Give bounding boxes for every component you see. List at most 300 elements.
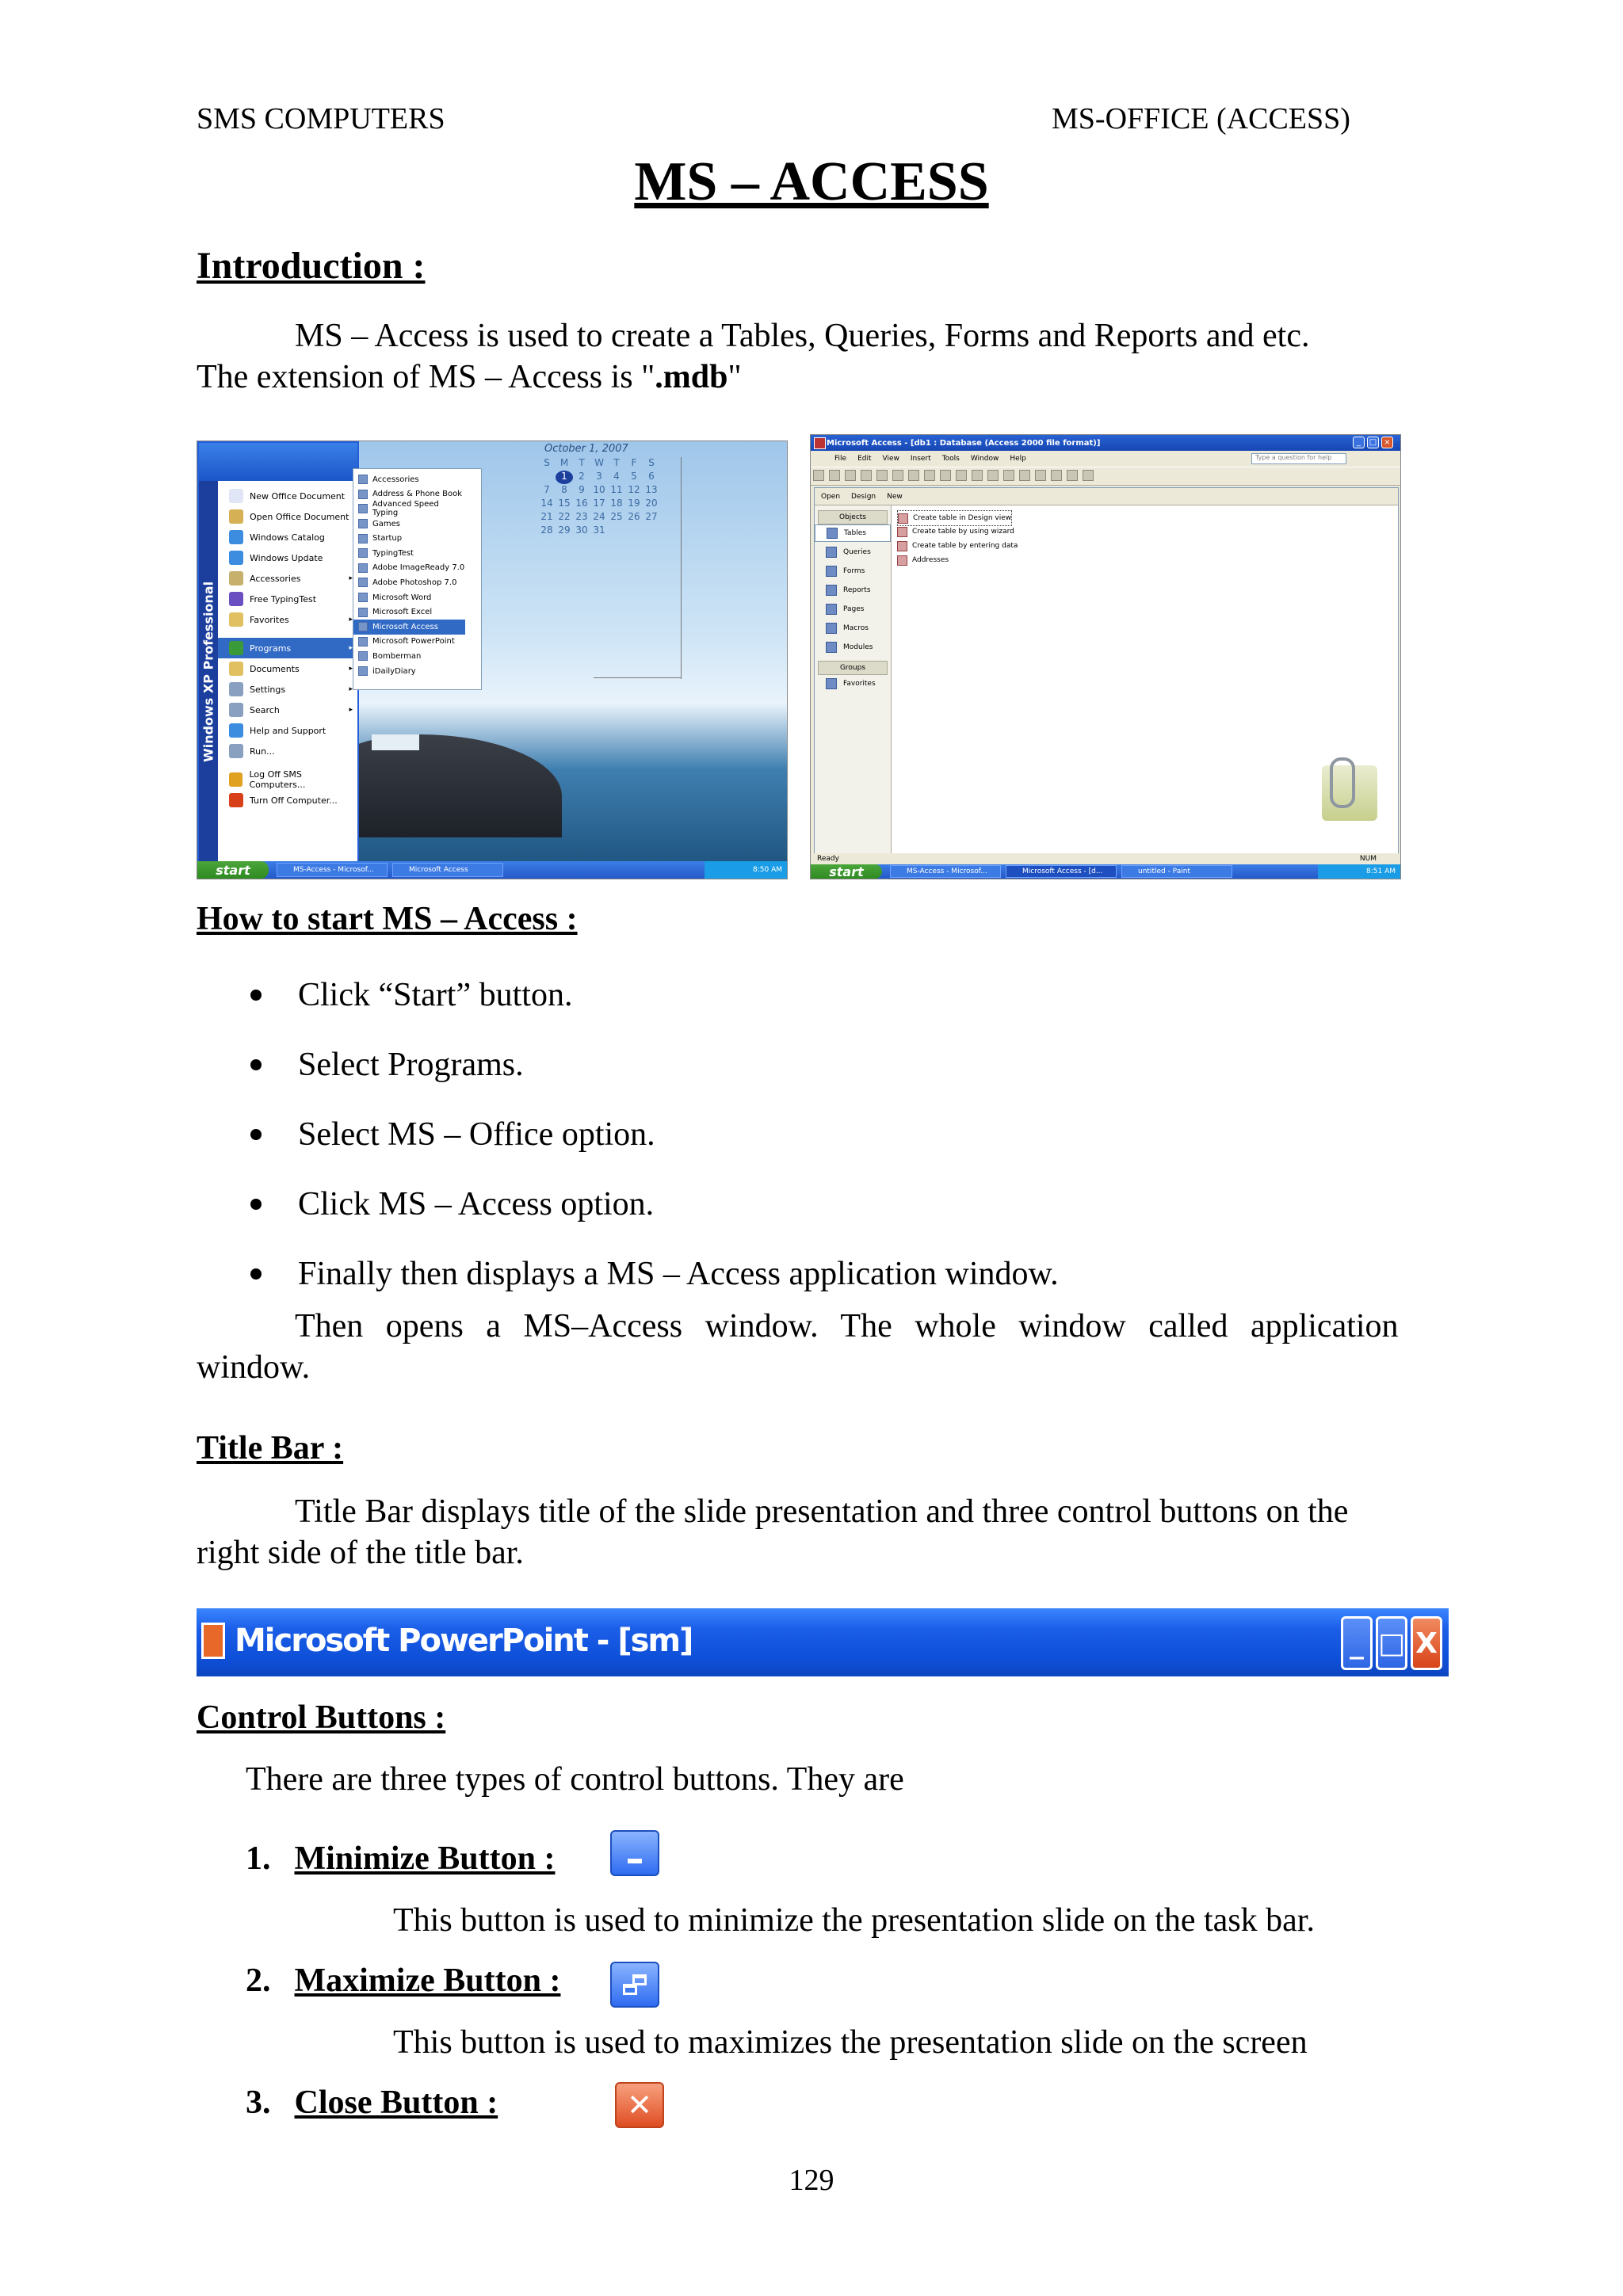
submenu-arrow-column bbox=[465, 468, 482, 690]
access-close-button[interactable]: × bbox=[1381, 437, 1393, 448]
item-2-number: 2. bbox=[246, 1962, 271, 1999]
calendar-cell[interactable]: 24 bbox=[593, 511, 605, 522]
access-status-bar bbox=[811, 853, 1400, 864]
step-1-text: Click “Start” button. bbox=[298, 977, 573, 1013]
start-menu-item-icon bbox=[229, 662, 243, 676]
program-label: Adobe ImageReady 7.0 bbox=[372, 563, 465, 573]
calendar-cell[interactable]: 31 bbox=[593, 524, 605, 536]
program-label: Microsoft Word bbox=[372, 593, 432, 602]
programs-submenu-item[interactable] bbox=[353, 531, 466, 546]
properties-icon[interactable] bbox=[1035, 470, 1046, 481]
calendar-cell[interactable]: 14 bbox=[540, 498, 553, 509]
taskbar bbox=[197, 861, 787, 879]
start-menu-item-icon bbox=[229, 682, 243, 696]
calendar-title: October 1, 2007 bbox=[544, 443, 628, 455]
access-app-icon bbox=[814, 437, 826, 449]
analyze-icon[interactable] bbox=[1003, 470, 1014, 481]
programs-submenu-item[interactable] bbox=[353, 517, 466, 532]
objects-item-label: Macros bbox=[843, 624, 869, 632]
programs-submenu-item[interactable] bbox=[353, 502, 466, 517]
start-menu-item-label: Run... bbox=[250, 746, 275, 757]
program-label: Microsoft Excel bbox=[372, 608, 433, 617]
objects-item-label: Queries bbox=[843, 548, 871, 556]
app-para-line-1 bbox=[197, 1306, 1425, 1347]
status-ready: Ready bbox=[817, 855, 839, 863]
powerpoint-title-bar bbox=[197, 1608, 1449, 1676]
object-icon bbox=[826, 566, 837, 577]
objects-bar bbox=[815, 505, 892, 854]
windows-xp-banner: Windows XP Professional bbox=[199, 481, 218, 863]
objects-item[interactable] bbox=[815, 620, 891, 637]
start-menu-item-icon bbox=[229, 641, 243, 655]
start-menu-item-icon bbox=[229, 744, 243, 758]
start-menu-item-icon bbox=[229, 793, 243, 807]
pp-close-button[interactable]: X bbox=[1411, 1616, 1442, 1670]
powerpoint-app-icon bbox=[201, 1623, 225, 1659]
calendar-cell[interactable]: 8 bbox=[561, 484, 567, 495]
open-icon[interactable] bbox=[829, 470, 840, 481]
objects-item-label: Tables bbox=[844, 529, 866, 537]
taskbar-clock: 8:50 AM bbox=[705, 861, 787, 879]
program-label: Games bbox=[372, 519, 400, 528]
db-toolbar-button[interactable]: Open bbox=[821, 492, 841, 501]
taskbar-2 bbox=[811, 864, 1400, 879]
start-menu-item-icon bbox=[229, 592, 243, 606]
item-3-number: 3. bbox=[246, 2084, 271, 2121]
step-1 bbox=[247, 976, 572, 1014]
calendar-row bbox=[538, 484, 665, 498]
pp-minimize-button[interactable]: _ bbox=[1341, 1616, 1373, 1670]
groups-item-favorites[interactable] bbox=[815, 675, 891, 692]
taskbar2-button-1[interactable]: MS-Access - Microsof... bbox=[890, 865, 1001, 878]
program-icon bbox=[358, 608, 368, 617]
table-list-item[interactable] bbox=[897, 539, 1018, 553]
objects-item[interactable] bbox=[815, 582, 891, 599]
table-list bbox=[897, 510, 1135, 574]
calendar-cell[interactable]: 23 bbox=[575, 511, 588, 522]
app-para-line-2: window. bbox=[197, 1349, 311, 1386]
calendar-cell[interactable]: 9 bbox=[579, 484, 585, 495]
start-menu-item-label: Accessories bbox=[250, 573, 301, 584]
bullet bbox=[250, 1199, 262, 1210]
start-menu-item-icon bbox=[229, 772, 242, 787]
database-toolbar bbox=[815, 488, 1398, 505]
copy-icon[interactable] bbox=[940, 470, 951, 481]
pp-maximize-button[interactable]: □ bbox=[1376, 1616, 1407, 1670]
programs-submenu-item[interactable] bbox=[353, 649, 466, 664]
program-label: Microsoft Access bbox=[372, 622, 438, 631]
table-list-item[interactable] bbox=[897, 510, 1012, 526]
start-menu-item[interactable] bbox=[218, 769, 357, 790]
search-icon[interactable] bbox=[861, 470, 872, 481]
start-menu-item-label: Help and Support bbox=[250, 725, 327, 736]
start-menu-item-label: New Office Document bbox=[250, 490, 346, 502]
calendar-cell[interactable]: 10 bbox=[593, 484, 605, 495]
calendar-cell[interactable]: 17 bbox=[593, 498, 605, 509]
programs-submenu bbox=[353, 468, 467, 690]
calendar-cell[interactable]: M bbox=[559, 457, 569, 468]
save-icon[interactable] bbox=[845, 470, 856, 481]
access-minimize-button[interactable]: _ bbox=[1353, 437, 1365, 448]
start-menu-item-label: Documents bbox=[250, 663, 300, 674]
calendar-row bbox=[538, 471, 665, 484]
programs-submenu-item[interactable] bbox=[353, 472, 466, 487]
chevron-right-icon: ▸ bbox=[349, 665, 353, 673]
start-menu-item-label: Log Off SMS Computers... bbox=[249, 769, 306, 790]
calendar-cell[interactable]: W bbox=[594, 457, 604, 468]
objects-item-label: Pages bbox=[843, 605, 865, 613]
step-3 bbox=[247, 1116, 655, 1154]
start-menu-item[interactable] bbox=[218, 568, 357, 589]
intro-line-2 bbox=[197, 357, 1425, 398]
calendar-cell[interactable] bbox=[643, 524, 660, 538]
calendar-divider bbox=[681, 457, 682, 679]
program-icon bbox=[358, 534, 368, 543]
object-icon bbox=[827, 528, 838, 539]
start-menu-item[interactable] bbox=[218, 741, 357, 761]
maximize-label: Maximize Button : bbox=[294, 1962, 561, 1999]
close-label: Close Button : bbox=[294, 2084, 498, 2121]
start-menu bbox=[197, 441, 359, 864]
programs-submenu-items bbox=[353, 469, 466, 689]
calendar-cell[interactable]: 3 bbox=[596, 471, 602, 482]
step-4-text: Click MS – Access option. bbox=[298, 1186, 655, 1222]
spelling-icon[interactable] bbox=[908, 470, 919, 481]
menu-item[interactable]: Edit bbox=[857, 455, 872, 463]
start-menu-item-label: Windows Update bbox=[250, 552, 323, 563]
programs-submenu-item[interactable] bbox=[353, 575, 466, 590]
new-icon[interactable] bbox=[813, 470, 824, 481]
object-icon bbox=[826, 604, 837, 615]
objects-item[interactable] bbox=[815, 601, 891, 618]
database-window bbox=[814, 487, 1399, 855]
start-menu-item-label: Programs bbox=[250, 643, 292, 654]
programs-submenu-item[interactable] bbox=[353, 546, 466, 561]
calendar-cell[interactable]: 30 bbox=[575, 524, 588, 536]
step-5-text: Finally then displays a MS – Access application window. bbox=[298, 1256, 1059, 1292]
bullet bbox=[250, 990, 262, 1001]
maximize-description: This button is used to maximizes the presentation slide on the screen bbox=[393, 2024, 1308, 2061]
objects-item-label: Forms bbox=[843, 567, 865, 575]
intro-line-2-prefix: The extension of MS – Access is " bbox=[197, 359, 655, 395]
favorites-icon bbox=[826, 678, 837, 689]
objects-item[interactable] bbox=[815, 543, 891, 561]
object-icon bbox=[826, 585, 837, 596]
intro-line-1 bbox=[197, 315, 1425, 357]
program-icon bbox=[358, 578, 368, 587]
calendar-divider-h bbox=[594, 677, 681, 678]
header-left: SMS COMPUTERS bbox=[197, 102, 445, 135]
start-menu-item[interactable] bbox=[218, 527, 357, 547]
calendar-cell[interactable] bbox=[608, 524, 625, 538]
chevron-right-icon: ▸ bbox=[349, 644, 353, 652]
how-to-start-heading: How to start MS – Access : bbox=[197, 901, 578, 937]
start-menu-item[interactable] bbox=[218, 720, 357, 741]
calendar-cell[interactable]: 4 bbox=[613, 471, 620, 482]
menu-item[interactable]: Insert bbox=[910, 455, 931, 463]
start-menu-items bbox=[218, 481, 357, 863]
object-icon bbox=[826, 547, 837, 558]
calendar-cell[interactable]: 22 bbox=[558, 511, 571, 522]
undo-icon[interactable] bbox=[972, 470, 983, 481]
menu-item[interactable]: File bbox=[834, 455, 847, 463]
calendar-row bbox=[538, 511, 665, 524]
programs-submenu-item[interactable] bbox=[353, 487, 466, 502]
table-icon bbox=[897, 555, 907, 566]
minimize-icon bbox=[610, 1830, 659, 1876]
start-menu-item[interactable] bbox=[218, 609, 357, 630]
start-menu-item-icon bbox=[229, 489, 243, 503]
menu-item[interactable]: View bbox=[882, 455, 899, 463]
calendar-today[interactable]: 1 bbox=[556, 471, 573, 484]
program-label: Advanced Speed Typing bbox=[372, 500, 439, 518]
start-menu-item-icon bbox=[229, 571, 243, 585]
taskbar2-button-2[interactable]: Microsoft Access - [d... bbox=[1006, 865, 1117, 878]
taskbar-button-2[interactable]: Microsoft Access bbox=[392, 863, 503, 877]
title-bar-line-2: right side of the title bar. bbox=[197, 1535, 524, 1571]
powerpoint-title-text: Microsoft PowerPoint - [sm] bbox=[235, 1623, 693, 1659]
minimize-description: This button is used to minimize the presentation slide on the task bar. bbox=[393, 1902, 1315, 1939]
calendar-cell[interactable]: 19 bbox=[628, 498, 640, 509]
program-label: Address & Phone Book bbox=[372, 490, 463, 499]
program-label: Startup bbox=[372, 534, 403, 543]
program-icon bbox=[358, 475, 368, 484]
help-icon[interactable] bbox=[1083, 470, 1094, 481]
access-restore-button[interactable]: □ bbox=[1367, 437, 1379, 448]
programs-submenu-item[interactable] bbox=[353, 620, 466, 635]
start-menu-item[interactable] bbox=[218, 506, 357, 527]
header-right: MS-OFFICE (ACCESS) bbox=[1052, 102, 1350, 135]
calendar-cell[interactable]: 12 bbox=[628, 484, 640, 495]
object-icon bbox=[826, 623, 837, 634]
table-list-label: Create table in Design view bbox=[913, 514, 1012, 522]
start-menu-item[interactable] bbox=[218, 679, 357, 700]
groups-header: Groups bbox=[818, 661, 888, 675]
rock-cliff bbox=[324, 734, 562, 837]
start-menu-item-label: Favorites bbox=[250, 614, 289, 625]
application-window-paragraph bbox=[197, 1306, 1425, 1388]
chevron-right-icon: ▸ bbox=[349, 685, 353, 693]
objects-list bbox=[815, 524, 891, 659]
start-menu-item[interactable] bbox=[218, 700, 357, 720]
maximize-item bbox=[246, 1962, 560, 2000]
taskbar2-button-3[interactable]: untitled - Paint bbox=[1121, 865, 1232, 878]
control-buttons-heading: Control Buttons : bbox=[197, 1699, 446, 1736]
lighthouse-building bbox=[372, 734, 419, 750]
calendar-cell[interactable]: T bbox=[579, 457, 585, 468]
calendar-cell[interactable]: 28 bbox=[540, 524, 553, 536]
bullet bbox=[250, 1129, 262, 1140]
program-icon bbox=[358, 548, 368, 558]
calendar-cell[interactable]: 2 bbox=[579, 471, 585, 482]
page-title-text: MS – ACCESS bbox=[634, 151, 989, 212]
office-assistant-clip-icon[interactable] bbox=[1330, 757, 1355, 808]
start-menu-item[interactable] bbox=[218, 547, 357, 568]
chevron-right-icon: ▸ bbox=[349, 706, 353, 714]
program-icon bbox=[358, 563, 368, 573]
table-icon bbox=[897, 527, 907, 537]
program-icon bbox=[358, 504, 368, 513]
calendar-cell[interactable]: 26 bbox=[628, 511, 640, 522]
program-label: TypingTest bbox=[372, 548, 414, 558]
start-menu-item-label: Free TypingTest bbox=[250, 593, 317, 605]
restore-icon bbox=[610, 1962, 659, 2008]
programs-submenu-item[interactable] bbox=[353, 590, 466, 605]
minimize-item bbox=[246, 1840, 555, 1878]
objects-item[interactable] bbox=[815, 639, 891, 656]
calendar-cell[interactable]: 20 bbox=[645, 498, 658, 509]
bullet bbox=[250, 1059, 262, 1070]
close-icon: ✕ bbox=[615, 2082, 664, 2128]
program-icon bbox=[358, 490, 368, 499]
calendar-cell[interactable]: F bbox=[631, 457, 637, 468]
start-menu-item-icon bbox=[229, 551, 243, 565]
start-menu-item[interactable] bbox=[218, 658, 357, 679]
program-icon bbox=[358, 651, 368, 661]
paste-icon[interactable] bbox=[956, 470, 967, 481]
step-2-text: Select Programs. bbox=[298, 1047, 524, 1083]
title-bar-paragraph bbox=[197, 1491, 1425, 1573]
start-menu-item-label: Settings bbox=[250, 684, 286, 695]
program-label: iDailyDiary bbox=[372, 666, 416, 676]
title-bar-line-1-text: Title Bar displays title of the slide presentation and three control buttons on the bbox=[295, 1493, 1349, 1530]
menu-item[interactable]: Tools bbox=[941, 455, 960, 463]
start-button-2[interactable]: start bbox=[811, 864, 882, 879]
title-bar-heading: Title Bar : bbox=[197, 1430, 344, 1466]
groups-item-label: Favorites bbox=[843, 680, 876, 688]
step-2 bbox=[247, 1046, 524, 1084]
program-icon bbox=[358, 666, 368, 676]
bullet bbox=[250, 1268, 262, 1280]
program-label: Accessories bbox=[372, 475, 419, 484]
help-question-box[interactable]: Type a question for help bbox=[1251, 453, 1346, 464]
db-toolbar-button[interactable]: Design bbox=[851, 492, 876, 501]
program-icon bbox=[358, 637, 368, 646]
start-menu-item-label: Open Office Document bbox=[250, 511, 349, 522]
calendar-cell[interactable]: 5 bbox=[631, 471, 637, 482]
calendar-cell[interactable]: 13 bbox=[645, 484, 658, 495]
relationships-icon[interactable] bbox=[1051, 470, 1062, 481]
program-label: Adobe Photoshop 7.0 bbox=[372, 578, 457, 587]
calendar-cell[interactable]: 18 bbox=[610, 498, 623, 509]
item-1-number: 1. bbox=[246, 1840, 271, 1877]
program-label: Microsoft PowerPoint bbox=[372, 637, 455, 646]
start-menu-item[interactable] bbox=[218, 589, 357, 609]
start-menu-item-icon bbox=[229, 723, 243, 738]
program-icon bbox=[358, 593, 368, 602]
new-object-icon[interactable] bbox=[1067, 470, 1078, 481]
objects-item[interactable] bbox=[815, 563, 891, 580]
calendar-cell[interactable]: 29 bbox=[558, 524, 571, 536]
programs-submenu-item[interactable] bbox=[353, 664, 466, 679]
calendar-cell[interactable]: 6 bbox=[648, 471, 655, 482]
programs-submenu-item[interactable] bbox=[353, 561, 466, 576]
links-icon[interactable] bbox=[987, 470, 999, 481]
start-menu-item-label: Search bbox=[250, 704, 280, 715]
start-menu-item[interactable] bbox=[218, 486, 357, 506]
control-buttons-intro: There are three types of control buttons. They are bbox=[246, 1761, 904, 1798]
start-menu-item-icon bbox=[229, 530, 243, 544]
table-list-item[interactable] bbox=[897, 553, 949, 567]
start-menu-item-icon bbox=[229, 509, 243, 524]
step-5 bbox=[247, 1255, 1059, 1293]
access-title-text: Microsoft Access - [db1 : Database (Access 2000 file format)] bbox=[827, 438, 1101, 448]
calendar-cell[interactable] bbox=[538, 471, 556, 484]
objects-item-label: Reports bbox=[843, 586, 871, 594]
status-num: NUM bbox=[1359, 855, 1377, 863]
table-list-item[interactable] bbox=[897, 524, 1014, 539]
menu-item[interactable]: Help bbox=[1010, 455, 1026, 463]
table-icon bbox=[898, 513, 908, 524]
calendar-cell[interactable]: 11 bbox=[610, 484, 623, 495]
start-menu-item[interactable] bbox=[218, 790, 357, 810]
programs-submenu-item[interactable] bbox=[353, 635, 466, 650]
introduction-heading: Introduction : bbox=[197, 245, 426, 287]
start-menu-item-label: Turn Off Computer... bbox=[250, 795, 338, 806]
start-menu-item-label: Windows Catalog bbox=[250, 532, 325, 543]
calendar-cell[interactable]: T bbox=[613, 457, 620, 468]
objects-item[interactable] bbox=[815, 524, 891, 542]
chevron-right-icon: ▸ bbox=[349, 574, 353, 582]
calendar-cell[interactable]: 27 bbox=[645, 511, 658, 522]
calendar-cell[interactable]: 21 bbox=[540, 511, 553, 522]
calendar-cell[interactable]: 16 bbox=[575, 498, 588, 509]
close-item bbox=[246, 2084, 498, 2122]
program-label: Bomberman bbox=[372, 651, 422, 661]
taskbar2-clock: 8:51 AM bbox=[1318, 864, 1400, 879]
start-menu-item[interactable] bbox=[218, 638, 357, 658]
mdb-extension: .mdb bbox=[655, 359, 728, 395]
program-icon bbox=[358, 622, 368, 631]
page-number: 129 bbox=[789, 2164, 834, 2197]
preview-icon[interactable] bbox=[892, 470, 903, 481]
calendar-row bbox=[538, 524, 665, 538]
calendar-cell[interactable]: 7 bbox=[544, 484, 550, 495]
intro-line-1-text: MS – Access is used to create a Tables, Queries, Forms and Reports and etc. bbox=[295, 318, 1310, 354]
table-icon bbox=[897, 541, 907, 551]
objects-header: Objects bbox=[818, 510, 888, 524]
calendar-cell[interactable]: 25 bbox=[610, 511, 623, 522]
programs-submenu-item[interactable] bbox=[353, 605, 466, 620]
print-icon[interactable] bbox=[876, 470, 888, 481]
code-icon[interactable] bbox=[1019, 470, 1030, 481]
start-menu-item-icon bbox=[229, 703, 243, 717]
calendar-row bbox=[538, 457, 665, 471]
step-4 bbox=[247, 1185, 654, 1223]
calendar-cell[interactable]: S bbox=[544, 457, 550, 468]
object-icon bbox=[826, 642, 837, 653]
app-para-line-1-text: Then opens a MS–Access window. The whole window called application bbox=[295, 1308, 1399, 1344]
introduction-paragraph bbox=[197, 315, 1425, 398]
start-button[interactable]: start bbox=[197, 861, 269, 879]
minimize-label: Minimize Button : bbox=[294, 1840, 556, 1877]
calendar-row bbox=[538, 498, 665, 511]
step-3-text: Select MS – Office option. bbox=[298, 1116, 655, 1153]
intro-line-2-suffix: " bbox=[727, 359, 742, 395]
title-bar-line-1 bbox=[197, 1491, 1425, 1532]
chevron-right-icon: ▸ bbox=[349, 616, 353, 624]
cut-icon[interactable] bbox=[924, 470, 935, 481]
menu-item[interactable]: Window bbox=[970, 455, 999, 463]
start-menu-screenshot bbox=[197, 441, 788, 879]
start-menu-top bbox=[199, 443, 357, 481]
calendar-cell[interactable]: S bbox=[648, 457, 655, 468]
calendar-cell[interactable] bbox=[625, 524, 643, 538]
calendar-cell[interactable]: 15 bbox=[558, 498, 571, 509]
db-toolbar-button[interactable]: New bbox=[887, 492, 903, 501]
taskbar-button-1[interactable]: MS-Access - Microsof... bbox=[277, 863, 388, 877]
access-window-screenshot bbox=[810, 434, 1401, 879]
